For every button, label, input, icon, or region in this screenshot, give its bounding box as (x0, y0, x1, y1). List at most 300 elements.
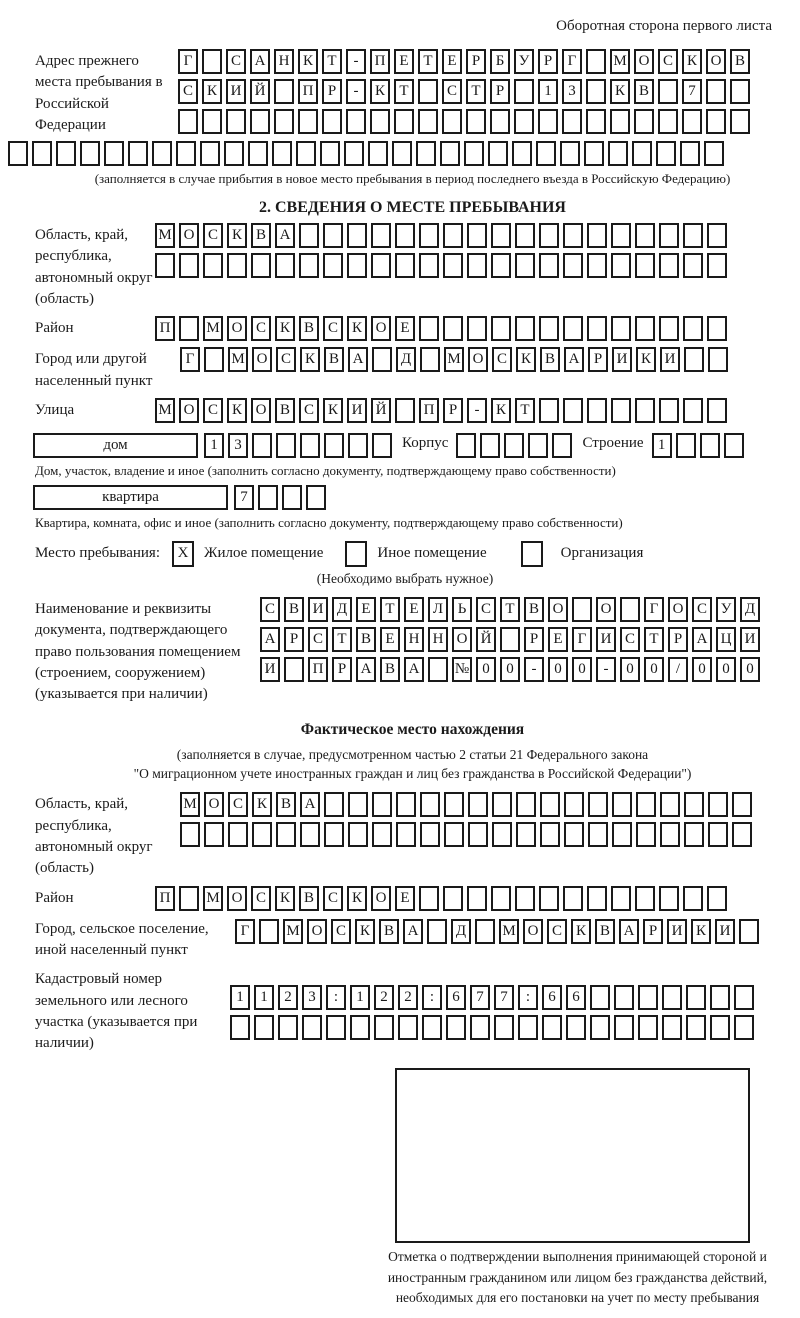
char-cell[interactable]: С (331, 919, 351, 944)
char-cell[interactable] (707, 316, 727, 341)
char-cell[interactable] (278, 1015, 298, 1040)
char-cell[interactable] (586, 79, 606, 104)
char-cell[interactable] (368, 141, 388, 166)
char-cell[interactable] (536, 141, 556, 166)
char-cell[interactable] (539, 886, 559, 911)
char-cell[interactable]: В (380, 657, 400, 682)
char-cell[interactable]: К (298, 49, 318, 74)
char-cell[interactable]: Е (442, 49, 462, 74)
char-cell[interactable] (491, 223, 511, 248)
char-cell[interactable]: М (228, 347, 248, 372)
char-cell[interactable] (515, 223, 535, 248)
char-cell[interactable] (614, 985, 634, 1010)
char-cell[interactable] (662, 1015, 682, 1040)
char-cell[interactable]: С (228, 792, 248, 817)
char-cell[interactable]: 0 (476, 657, 496, 682)
char-cell[interactable] (611, 253, 631, 278)
char-cell[interactable]: Н (274, 49, 294, 74)
char-cell[interactable] (179, 253, 199, 278)
char-cell[interactable]: К (347, 316, 367, 341)
char-cell[interactable] (724, 433, 744, 458)
char-cell[interactable] (275, 253, 295, 278)
char-cell[interactable]: П (155, 316, 175, 341)
char-cell[interactable] (467, 253, 487, 278)
char-cell[interactable] (682, 109, 702, 134)
char-cell[interactable]: Г (180, 347, 200, 372)
char-cell[interactable] (202, 109, 222, 134)
char-cell[interactable] (516, 792, 536, 817)
char-cell[interactable] (660, 822, 680, 847)
char-cell[interactable]: 1 (350, 985, 370, 1010)
char-cell[interactable]: 0 (572, 657, 592, 682)
char-cell[interactable] (539, 398, 559, 423)
char-cell[interactable]: О (668, 597, 688, 622)
char-cell[interactable]: А (403, 919, 423, 944)
char-cell[interactable]: С (226, 49, 246, 74)
char-cell[interactable]: В (284, 597, 304, 622)
char-cell[interactable]: С (276, 347, 296, 372)
char-cell[interactable]: С (476, 597, 496, 622)
char-cell[interactable]: 7 (234, 485, 254, 510)
char-cell[interactable]: О (251, 398, 271, 423)
char-cell[interactable] (539, 253, 559, 278)
char-cell[interactable]: : (326, 985, 346, 1010)
char-cell[interactable] (467, 223, 487, 248)
char-cell[interactable]: С (251, 886, 271, 911)
char-cell[interactable]: Н (404, 627, 424, 652)
char-cell[interactable] (636, 822, 656, 847)
char-cell[interactable] (374, 1015, 394, 1040)
char-cell[interactable] (466, 109, 486, 134)
char-cell[interactable] (732, 822, 752, 847)
char-cell[interactable] (707, 223, 727, 248)
char-cell[interactable] (320, 141, 340, 166)
char-cell[interactable] (563, 253, 583, 278)
char-cell[interactable]: Р (322, 79, 342, 104)
char-cell[interactable] (248, 141, 268, 166)
char-cell[interactable]: С (492, 347, 512, 372)
char-cell[interactable] (706, 109, 726, 134)
char-cell[interactable]: И (596, 627, 616, 652)
char-cell[interactable] (347, 253, 367, 278)
char-cell[interactable] (396, 792, 416, 817)
char-cell[interactable] (440, 141, 460, 166)
char-cell[interactable]: К (275, 316, 295, 341)
char-cell[interactable] (684, 347, 704, 372)
char-cell[interactable]: : (422, 985, 442, 1010)
char-cell[interactable] (528, 433, 548, 458)
stay-option-organization-checkbox[interactable] (521, 541, 543, 567)
char-cell[interactable] (515, 253, 535, 278)
char-cell[interactable] (395, 253, 415, 278)
char-cell[interactable] (611, 316, 631, 341)
char-cell[interactable] (348, 433, 368, 458)
char-cell[interactable]: А (275, 223, 295, 248)
char-cell[interactable] (178, 109, 198, 134)
char-cell[interactable]: К (571, 919, 591, 944)
char-cell[interactable] (480, 433, 500, 458)
char-cell[interactable]: С (178, 79, 198, 104)
char-cell[interactable] (706, 79, 726, 104)
char-cell[interactable]: Р (332, 657, 352, 682)
char-cell[interactable]: 1 (538, 79, 558, 104)
char-cell[interactable] (104, 141, 124, 166)
char-cell[interactable]: О (371, 886, 391, 911)
char-cell[interactable]: Д (332, 597, 352, 622)
char-cell[interactable]: И (667, 919, 687, 944)
char-cell[interactable] (635, 253, 655, 278)
char-cell[interactable] (662, 985, 682, 1010)
char-cell[interactable]: Е (404, 597, 424, 622)
char-cell[interactable] (590, 1015, 610, 1040)
char-cell[interactable]: С (203, 398, 223, 423)
char-cell[interactable] (323, 223, 343, 248)
char-cell[interactable] (470, 1015, 490, 1040)
char-cell[interactable]: К (610, 79, 630, 104)
char-cell[interactable]: О (468, 347, 488, 372)
char-cell[interactable] (298, 109, 318, 134)
char-cell[interactable] (542, 1015, 562, 1040)
char-cell[interactable] (739, 919, 759, 944)
char-cell[interactable] (587, 253, 607, 278)
char-cell[interactable]: В (299, 886, 319, 911)
char-cell[interactable] (392, 141, 412, 166)
char-cell[interactable] (588, 792, 608, 817)
house-type-box[interactable]: дом (33, 433, 198, 458)
char-cell[interactable] (683, 886, 703, 911)
char-cell[interactable] (683, 316, 703, 341)
char-cell[interactable]: К (491, 398, 511, 423)
char-cell[interactable]: Л (428, 597, 448, 622)
char-cell[interactable] (584, 141, 604, 166)
apartment-type-box[interactable]: квартира (33, 485, 228, 510)
char-cell[interactable] (518, 1015, 538, 1040)
char-cell[interactable] (443, 886, 463, 911)
char-cell[interactable] (734, 1015, 754, 1040)
char-cell[interactable] (427, 919, 447, 944)
char-cell[interactable] (656, 141, 676, 166)
char-cell[interactable]: М (444, 347, 464, 372)
char-cell[interactable] (418, 79, 438, 104)
char-cell[interactable] (590, 985, 610, 1010)
char-cell[interactable]: С (620, 627, 640, 652)
char-cell[interactable]: Т (332, 627, 352, 652)
char-cell[interactable] (683, 398, 703, 423)
char-cell[interactable]: В (540, 347, 560, 372)
char-cell[interactable] (635, 398, 655, 423)
char-cell[interactable]: 1 (254, 985, 274, 1010)
char-cell[interactable]: О (523, 919, 543, 944)
char-cell[interactable] (443, 253, 463, 278)
char-cell[interactable] (324, 822, 344, 847)
char-cell[interactable] (299, 223, 319, 248)
char-cell[interactable] (203, 253, 223, 278)
char-cell[interactable] (514, 109, 534, 134)
char-cell[interactable]: О (548, 597, 568, 622)
char-cell[interactable] (683, 223, 703, 248)
char-cell[interactable] (683, 253, 703, 278)
char-cell[interactable] (612, 822, 632, 847)
char-cell[interactable]: В (730, 49, 750, 74)
char-cell[interactable]: 2 (278, 985, 298, 1010)
char-cell[interactable]: Р (284, 627, 304, 652)
char-cell[interactable] (420, 822, 440, 847)
char-cell[interactable]: А (692, 627, 712, 652)
char-cell[interactable]: Т (418, 49, 438, 74)
char-cell[interactable]: 3 (302, 985, 322, 1010)
char-cell[interactable] (514, 79, 534, 104)
char-cell[interactable] (180, 822, 200, 847)
char-cell[interactable] (608, 141, 628, 166)
char-cell[interactable]: М (155, 398, 175, 423)
char-cell[interactable] (560, 141, 580, 166)
char-cell[interactable] (418, 109, 438, 134)
char-cell[interactable]: 7 (470, 985, 490, 1010)
char-cell[interactable]: П (370, 49, 390, 74)
char-cell[interactable] (564, 792, 584, 817)
char-cell[interactable] (635, 223, 655, 248)
char-cell[interactable]: С (251, 316, 271, 341)
char-cell[interactable] (491, 253, 511, 278)
char-cell[interactable]: 7 (494, 985, 514, 1010)
char-cell[interactable]: С (308, 627, 328, 652)
char-cell[interactable] (684, 822, 704, 847)
char-cell[interactable]: - (524, 657, 544, 682)
char-cell[interactable]: Р (588, 347, 608, 372)
char-cell[interactable]: М (283, 919, 303, 944)
char-cell[interactable] (228, 822, 248, 847)
char-cell[interactable] (299, 253, 319, 278)
char-cell[interactable]: О (706, 49, 726, 74)
char-cell[interactable]: Й (371, 398, 391, 423)
char-cell[interactable] (204, 822, 224, 847)
char-cell[interactable]: Д (396, 347, 416, 372)
char-cell[interactable]: В (275, 398, 295, 423)
char-cell[interactable]: И (612, 347, 632, 372)
char-cell[interactable] (306, 485, 326, 510)
char-cell[interactable]: - (346, 79, 366, 104)
char-cell[interactable] (638, 985, 658, 1010)
char-cell[interactable]: Д (451, 919, 471, 944)
char-cell[interactable] (372, 347, 392, 372)
char-cell[interactable]: 6 (542, 985, 562, 1010)
char-cell[interactable] (296, 141, 316, 166)
char-cell[interactable] (539, 223, 559, 248)
char-cell[interactable] (587, 316, 607, 341)
char-cell[interactable]: М (180, 792, 200, 817)
char-cell[interactable]: Т (500, 597, 520, 622)
char-cell[interactable]: № (452, 657, 472, 682)
char-cell[interactable] (276, 822, 296, 847)
char-cell[interactable]: Р (524, 627, 544, 652)
char-cell[interactable] (684, 792, 704, 817)
char-cell[interactable]: 6 (566, 985, 586, 1010)
char-cell[interactable] (155, 253, 175, 278)
char-cell[interactable]: Р (490, 79, 510, 104)
char-cell[interactable] (468, 822, 488, 847)
char-cell[interactable]: 6 (446, 985, 466, 1010)
char-cell[interactable] (8, 141, 28, 166)
char-cell[interactable]: А (404, 657, 424, 682)
char-cell[interactable] (371, 253, 391, 278)
char-cell[interactable] (659, 886, 679, 911)
char-cell[interactable] (490, 109, 510, 134)
char-cell[interactable]: В (299, 316, 319, 341)
char-cell[interactable] (634, 109, 654, 134)
char-cell[interactable]: В (634, 79, 654, 104)
char-cell[interactable] (395, 223, 415, 248)
char-cell[interactable]: 0 (500, 657, 520, 682)
char-cell[interactable]: В (324, 347, 344, 372)
char-cell[interactable] (686, 1015, 706, 1040)
char-cell[interactable] (734, 985, 754, 1010)
char-cell[interactable] (446, 1015, 466, 1040)
char-cell[interactable]: Е (395, 886, 415, 911)
char-cell[interactable] (540, 792, 560, 817)
char-cell[interactable]: 0 (620, 657, 640, 682)
char-cell[interactable]: Е (395, 316, 415, 341)
char-cell[interactable] (492, 792, 512, 817)
char-cell[interactable] (491, 886, 511, 911)
char-cell[interactable]: - (346, 49, 366, 74)
char-cell[interactable]: 1 (230, 985, 250, 1010)
char-cell[interactable]: И (660, 347, 680, 372)
char-cell[interactable]: К (202, 79, 222, 104)
char-cell[interactable] (250, 109, 270, 134)
char-cell[interactable] (563, 316, 583, 341)
char-cell[interactable]: М (499, 919, 519, 944)
char-cell[interactable] (419, 223, 439, 248)
char-cell[interactable] (659, 253, 679, 278)
char-cell[interactable] (204, 347, 224, 372)
char-cell[interactable]: Е (356, 597, 376, 622)
char-cell[interactable] (516, 822, 536, 847)
char-cell[interactable]: О (179, 398, 199, 423)
char-cell[interactable]: К (347, 886, 367, 911)
char-cell[interactable]: 7 (682, 79, 702, 104)
char-cell[interactable]: У (514, 49, 534, 74)
char-cell[interactable]: П (419, 398, 439, 423)
char-cell[interactable] (348, 792, 368, 817)
char-cell[interactable] (488, 141, 508, 166)
char-cell[interactable]: И (226, 79, 246, 104)
char-cell[interactable]: О (371, 316, 391, 341)
char-cell[interactable]: К (682, 49, 702, 74)
char-cell[interactable]: О (634, 49, 654, 74)
char-cell[interactable]: Т (394, 79, 414, 104)
char-cell[interactable] (419, 253, 439, 278)
char-cell[interactable] (612, 792, 632, 817)
char-cell[interactable]: С (692, 597, 712, 622)
char-cell[interactable]: 0 (716, 657, 736, 682)
char-cell[interactable] (620, 597, 640, 622)
char-cell[interactable] (635, 886, 655, 911)
char-cell[interactable]: С (547, 919, 567, 944)
char-cell[interactable]: Т (644, 627, 664, 652)
char-cell[interactable] (636, 792, 656, 817)
char-cell[interactable] (586, 109, 606, 134)
char-cell[interactable]: Г (178, 49, 198, 74)
char-cell[interactable] (456, 433, 476, 458)
char-cell[interactable] (372, 792, 392, 817)
char-cell[interactable] (300, 822, 320, 847)
char-cell[interactable] (323, 253, 343, 278)
char-cell[interactable] (443, 223, 463, 248)
char-cell[interactable] (552, 433, 572, 458)
char-cell[interactable] (563, 886, 583, 911)
char-cell[interactable] (614, 1015, 634, 1040)
char-cell[interactable]: Й (250, 79, 270, 104)
char-cell[interactable]: О (596, 597, 616, 622)
char-cell[interactable]: К (636, 347, 656, 372)
char-cell[interactable]: О (452, 627, 472, 652)
char-cell[interactable]: С (658, 49, 678, 74)
char-cell[interactable]: А (348, 347, 368, 372)
char-cell[interactable] (428, 657, 448, 682)
char-cell[interactable] (444, 792, 464, 817)
char-cell[interactable]: К (275, 886, 295, 911)
char-cell[interactable]: Р (643, 919, 663, 944)
char-cell[interactable]: В (251, 223, 271, 248)
char-cell[interactable]: Р (466, 49, 486, 74)
char-cell[interactable] (416, 141, 436, 166)
char-cell[interactable] (252, 822, 272, 847)
char-cell[interactable]: М (155, 223, 175, 248)
char-cell[interactable]: С (323, 886, 343, 911)
char-cell[interactable] (371, 223, 391, 248)
char-cell[interactable] (302, 1015, 322, 1040)
char-cell[interactable] (396, 822, 416, 847)
char-cell[interactable] (660, 792, 680, 817)
char-cell[interactable] (468, 792, 488, 817)
char-cell[interactable] (420, 347, 440, 372)
char-cell[interactable] (707, 398, 727, 423)
char-cell[interactable]: Г (572, 627, 592, 652)
char-cell[interactable] (372, 822, 392, 847)
char-cell[interactable] (224, 141, 244, 166)
char-cell[interactable] (500, 627, 520, 652)
char-cell[interactable] (475, 919, 495, 944)
char-cell[interactable]: Т (515, 398, 535, 423)
char-cell[interactable] (179, 886, 199, 911)
char-cell[interactable] (324, 433, 344, 458)
stay-option-residential-checkbox[interactable]: X (172, 541, 194, 567)
char-cell[interactable] (586, 49, 606, 74)
char-cell[interactable] (611, 398, 631, 423)
char-cell[interactable] (659, 316, 679, 341)
char-cell[interactable] (176, 141, 196, 166)
char-cell[interactable] (566, 1015, 586, 1040)
char-cell[interactable]: 0 (740, 657, 760, 682)
char-cell[interactable]: И (347, 398, 367, 423)
char-cell[interactable] (587, 886, 607, 911)
char-cell[interactable] (346, 109, 366, 134)
char-cell[interactable]: Н (428, 627, 448, 652)
char-cell[interactable]: С (203, 223, 223, 248)
char-cell[interactable]: О (252, 347, 272, 372)
char-cell[interactable]: К (691, 919, 711, 944)
char-cell[interactable] (420, 792, 440, 817)
char-cell[interactable] (562, 109, 582, 134)
char-cell[interactable]: А (619, 919, 639, 944)
char-cell[interactable] (128, 141, 148, 166)
char-cell[interactable]: М (203, 316, 223, 341)
char-cell[interactable] (442, 109, 462, 134)
stay-option-other-checkbox[interactable] (345, 541, 367, 567)
char-cell[interactable] (350, 1015, 370, 1040)
char-cell[interactable]: П (155, 886, 175, 911)
char-cell[interactable] (676, 433, 696, 458)
